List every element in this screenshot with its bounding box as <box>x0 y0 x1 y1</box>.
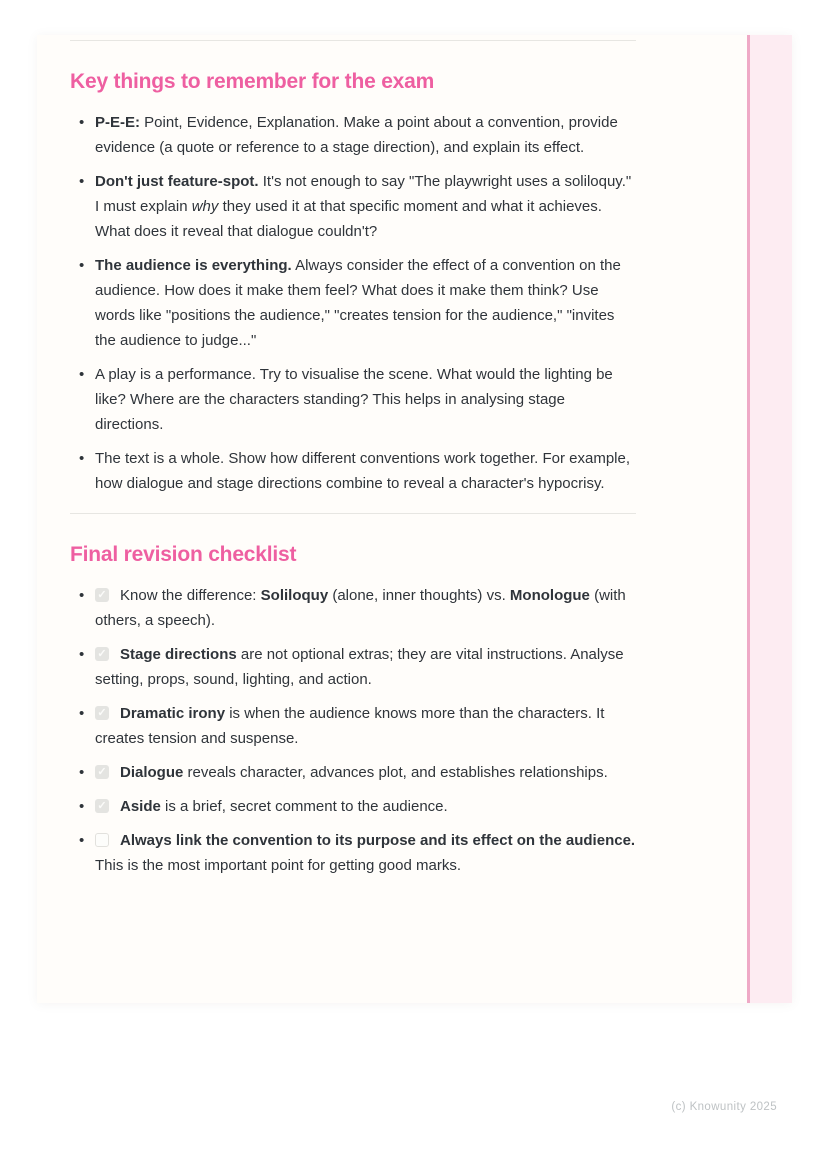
text-segment: Aside <box>120 798 161 815</box>
revision-checklist <box>70 583 636 878</box>
checklist-item <box>70 642 636 692</box>
page-accent-strip <box>747 35 792 1003</box>
list-item <box>70 110 636 160</box>
text-segment: is when the audience knows more than the characters. It creates tension and suspense. <box>95 705 605 747</box>
list-item <box>70 169 636 244</box>
text-segment: Know the difference: <box>120 587 261 604</box>
text-segment: Dialogue <box>120 764 184 781</box>
text-segment: Point, Evidence, Explanation. Make a point about a convention, provide evidence (a quote or reference to a stage direction), and explain its effect. <box>95 114 618 156</box>
text-segment: Monologue <box>509 587 590 604</box>
list-item <box>70 362 636 437</box>
text-segment: Stage directions <box>120 646 237 663</box>
text-segment: P-E-E: <box>95 114 140 131</box>
checklist-item <box>70 794 636 819</box>
checklist-item <box>70 760 636 785</box>
copyright-notice: (c) Knowunity 2025 <box>671 1101 777 1113</box>
checked-checkbox-icon <box>95 647 109 661</box>
section-title-checklist: Final revision checklist <box>70 543 297 566</box>
text-segment: Soliloquy <box>260 587 329 604</box>
text-segment: they used it at that specific moment and what it achieves. What does it reveal that dialogue couldn't? <box>95 198 602 240</box>
page-content <box>70 35 636 887</box>
checklist-item <box>70 701 636 751</box>
text-segment: The audience is everything. <box>95 257 292 274</box>
checked-checkbox-icon <box>95 765 109 779</box>
text-segment: is a brief, secret comment to the audience. <box>160 798 448 815</box>
list-item <box>70 253 636 353</box>
key-things-list <box>70 110 636 496</box>
checked-checkbox-icon <box>95 799 109 813</box>
text-segment: The text is a whole. Show how different conventions work together. For example, how dialogue and stage directions combine to reveal a character's hypocrisy. <box>95 450 631 492</box>
text-segment: Always link the convention to its purpose and its effect on the audience. <box>120 832 636 849</box>
text-segment: Dramatic irony <box>120 705 226 722</box>
checked-checkbox-icon <box>95 706 109 720</box>
section-divider-middle <box>70 513 636 514</box>
text-segment: This is the most important point for getting good marks. <box>95 857 461 874</box>
text-segment: It's not enough to say "The playwright uses a soliloquy." I must explain <box>95 173 632 215</box>
text-segment: are not optional extras; they are vital instructions. Analyse setting, props, sound, lighting, and action. <box>95 646 624 688</box>
text-segment: Don't just feature-spot. <box>95 173 259 190</box>
checklist-item <box>70 583 636 633</box>
text-segment: A play is a performance. Try to visualise the scene. What would the lighting be like? Where are the characters standing? This helps in analysing stage directions. <box>95 366 613 433</box>
text-segment: (with others, a speech). <box>95 587 626 629</box>
list-item <box>70 446 636 496</box>
checked-checkbox-icon <box>95 588 109 602</box>
section-title-key-things: Key things to remember for the exam <box>70 70 435 93</box>
text-segment: Always consider the effect of a convention on the audience. How does it make them feel? What does it make them think? Use words like "positions the audience," "creates tension for the audience," "invites the audience to judge..." <box>95 257 621 349</box>
text-segment: (alone, inner thoughts) vs. <box>328 587 510 604</box>
document-page <box>37 35 792 1003</box>
text-segment: why <box>191 198 219 215</box>
section-divider-top <box>70 40 636 41</box>
text-segment: reveals character, advances plot, and establishes relationships. <box>183 764 608 781</box>
unchecked-checkbox-icon <box>95 833 109 847</box>
checklist-item <box>70 828 636 878</box>
